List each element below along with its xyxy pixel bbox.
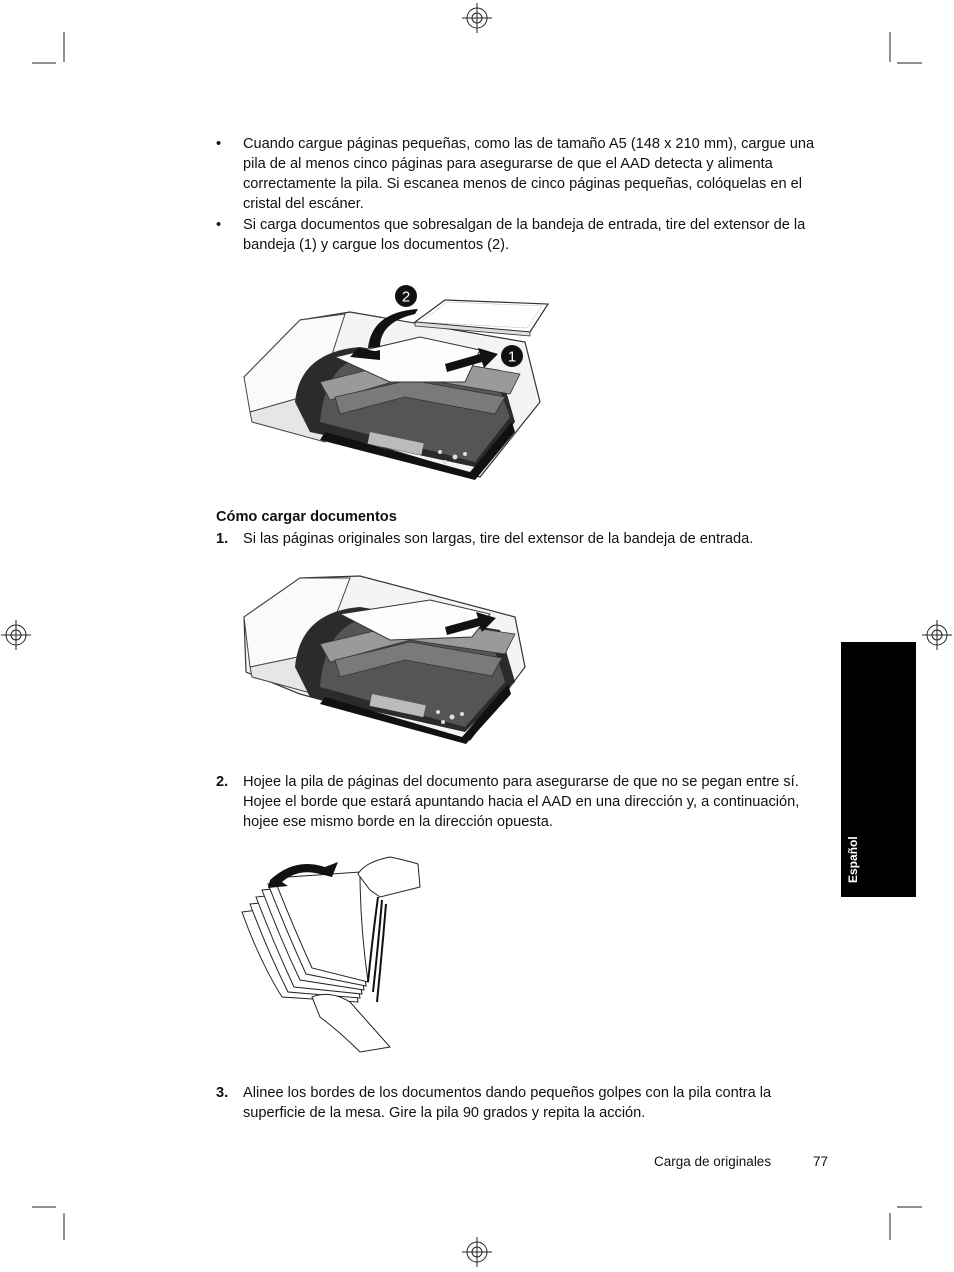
step-1-text: Si las páginas originales son largas, tire del extensor de la bandeja de entrada. xyxy=(243,531,754,547)
step-2-text: Hojee la pila de páginas del documento para asegurarse de que no se pegan entre sí. Hojee el borde que estará apuntando hacia el AAD en una dirección y, a continuación, hojee ese mismo borde en la dirección opuesta. xyxy=(243,774,800,830)
step-number: 2. xyxy=(216,774,229,790)
scanner-figure-loading xyxy=(240,282,560,482)
registration-mark-left xyxy=(1,620,31,650)
bullet-text-small-pages: Cuando cargue páginas pequeñas, como las de tamaño A5 (148 x 210 mm), cargue una pila de al menos cinco páginas para asegurarse de que el AAD detecta y alimenta correctamente la pila. Si escanea menos de cinco páginas pequeñas, colóquelas en el cristal del escáner. xyxy=(243,136,815,212)
bullet-text-tray-extender: Si carga documentos que sobresalgan de la bandeja de entrada, tire del extensor de la bandeja (1) y cargue los documentos (2). xyxy=(243,217,806,253)
step-number: 3. xyxy=(216,1085,229,1101)
step-number: 1. xyxy=(216,531,229,547)
scanner-figure-extender xyxy=(240,572,530,742)
registration-mark-bottom xyxy=(462,1237,492,1267)
step-3-text: Alinee los bordes de los documentos dando pequeños golpes con la pila contra la superficie de la mesa. Gire la pila 90 grados y repita la acción. xyxy=(243,1085,772,1121)
registration-mark-right xyxy=(922,620,952,650)
language-tab-label: Español xyxy=(846,836,860,883)
bullet-marker: • xyxy=(216,136,222,152)
section-heading: Cómo cargar documentos xyxy=(216,509,397,525)
registration-mark-top xyxy=(462,3,492,33)
bullet-marker: • xyxy=(216,217,222,233)
callout-1: 1 xyxy=(507,348,517,366)
fanning-pages-figure xyxy=(240,852,430,1057)
page-number: 77 xyxy=(813,1154,829,1169)
callout-2: 2 xyxy=(401,288,411,306)
footer-section-title: Carga de originales xyxy=(654,1154,772,1169)
